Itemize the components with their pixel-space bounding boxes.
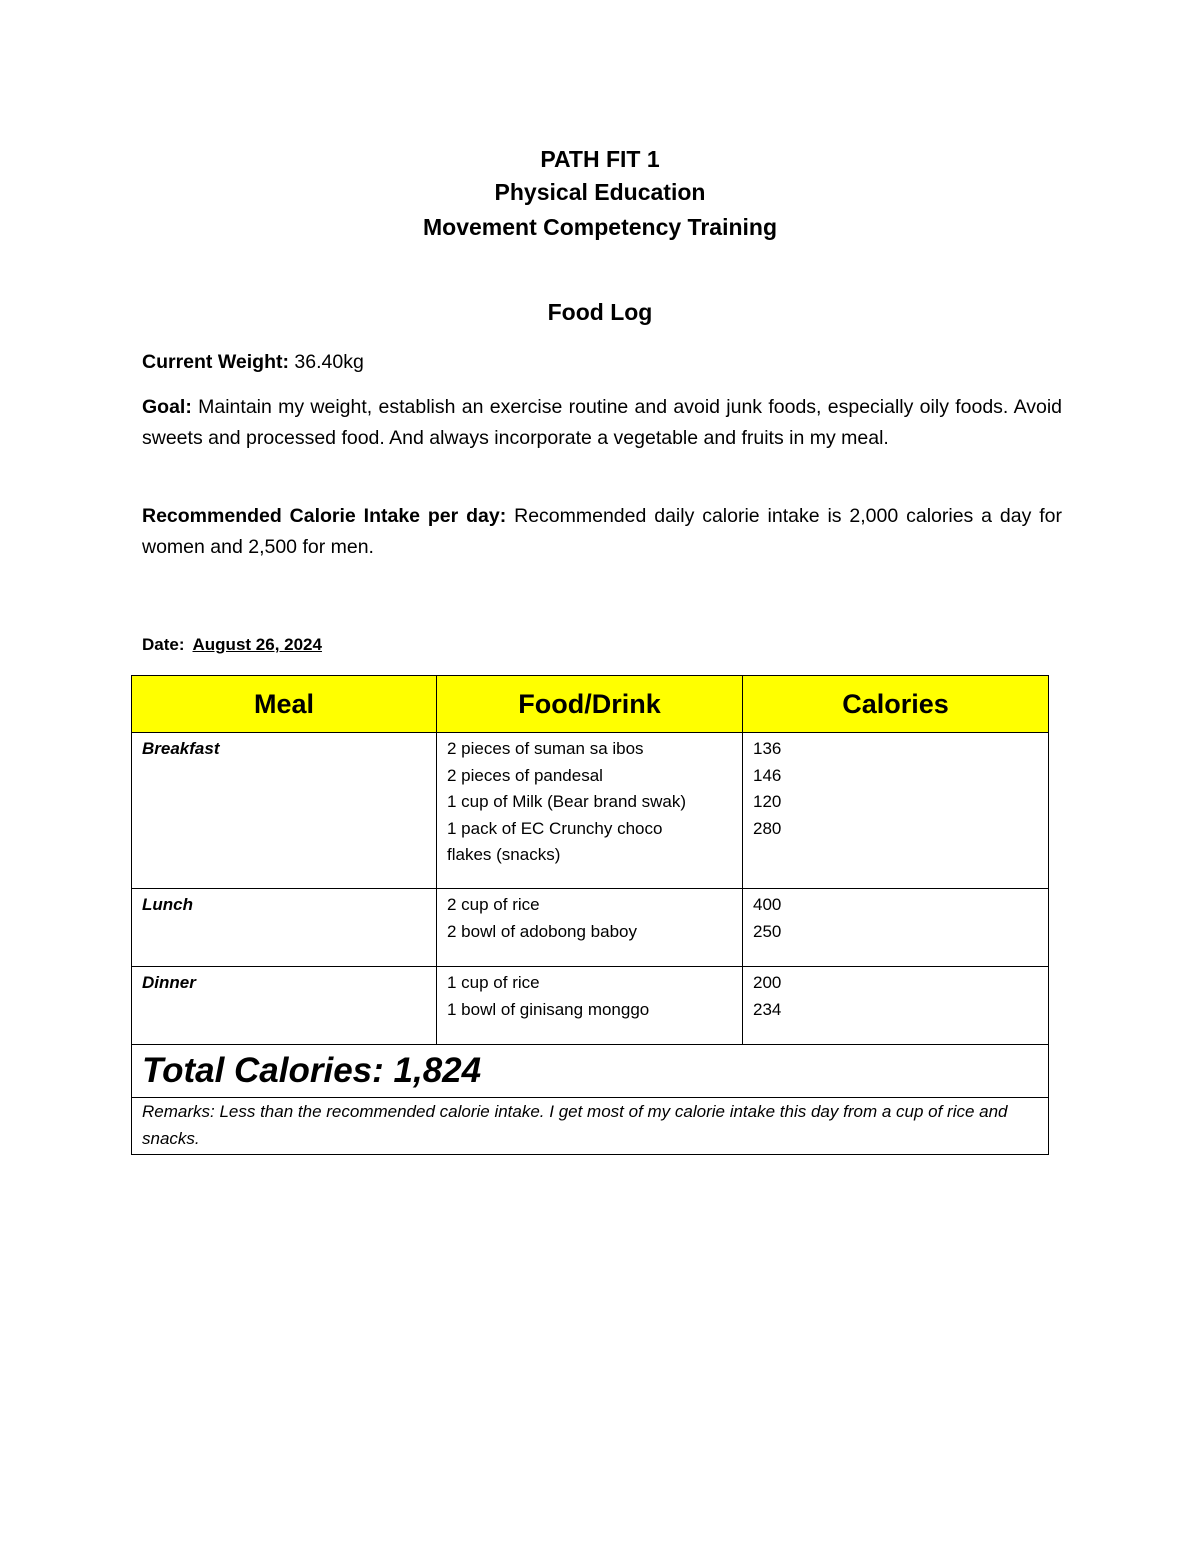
calories-cell bbox=[743, 733, 1049, 889]
food-item: 1 cup of rice bbox=[447, 973, 540, 992]
page-title: Food Log bbox=[547, 299, 653, 325]
calorie-value: 280 bbox=[753, 818, 782, 838]
table-row bbox=[132, 967, 1049, 1045]
food-item: 2 pieces of pandesal bbox=[447, 765, 603, 785]
header-calories: Calories bbox=[743, 676, 1049, 733]
meal-name: Lunch bbox=[142, 895, 193, 914]
course-title: PATH FIT 1 bbox=[540, 146, 660, 172]
food-item: 2 pieces of suman sa ibos bbox=[447, 739, 644, 758]
date-label: Date: bbox=[142, 635, 185, 654]
calorie-value: 200 bbox=[753, 973, 782, 992]
food-log-table bbox=[131, 675, 1049, 1155]
current-weight-label: Current Weight: bbox=[142, 351, 289, 373]
current-weight-value: 36.40kg bbox=[294, 351, 364, 373]
date-value: August 26, 2024 bbox=[192, 635, 322, 654]
remarks-row bbox=[132, 1098, 1049, 1155]
table-header-row bbox=[132, 676, 1049, 733]
calories-cell bbox=[743, 889, 1049, 967]
calorie-value: 120 bbox=[753, 792, 782, 811]
calories-cell bbox=[743, 967, 1049, 1045]
recommended-intake-paragraph bbox=[142, 501, 1062, 563]
recommended-text: Recommended daily calorie intake is 2,000 calories a day for women and 2,500 for men. bbox=[142, 505, 1062, 558]
calorie-value: 400 bbox=[753, 895, 782, 914]
food-cell bbox=[437, 733, 743, 889]
food-item: 2 bowl of adobong baboy bbox=[447, 921, 637, 941]
meal-name: Breakfast bbox=[142, 739, 220, 758]
food-item: 1 cup of Milk (Bear brand swak) bbox=[447, 792, 687, 811]
goal-label: Goal: bbox=[142, 396, 192, 418]
goal-text: Maintain my weight, establish an exercise routine and avoid junk foods, especially oily foods. Avoid sweets and processed food. And always incorporate a vegetable and fruits in my meal. bbox=[142, 396, 1062, 449]
food-cell bbox=[437, 889, 743, 967]
food-cell bbox=[437, 967, 743, 1045]
total-row bbox=[132, 1045, 1049, 1098]
meal-cell bbox=[132, 733, 437, 889]
calorie-value: 146 bbox=[753, 765, 782, 785]
meal-name: Dinner bbox=[142, 973, 196, 992]
log-date bbox=[142, 632, 322, 658]
table-row bbox=[132, 889, 1049, 967]
total-calories: Total Calories: 1,824 bbox=[132, 1045, 1049, 1098]
goal-paragraph bbox=[142, 392, 1062, 454]
header-meal: Meal bbox=[132, 676, 437, 733]
subject-title: Physical Education bbox=[494, 179, 706, 205]
calorie-value: 250 bbox=[753, 921, 782, 941]
header-food-drink: Food/Drink bbox=[437, 676, 743, 733]
calorie-value: 136 bbox=[753, 739, 782, 758]
food-item: 1 bowl of ginisang monggo bbox=[447, 999, 650, 1019]
current-weight bbox=[142, 347, 1062, 378]
recommended-label: Recommended Calorie Intake per day: bbox=[142, 505, 507, 527]
calorie-value: 234 bbox=[753, 999, 782, 1019]
remarks-text: Remarks: Less than the recommended calorie intake. I get most of my calorie intake this day from a cup of rice and snacks. bbox=[132, 1098, 1049, 1155]
table-row bbox=[132, 733, 1049, 889]
food-item: 1 pack of EC Crunchy choco flakes (snacks) bbox=[447, 818, 663, 864]
meal-cell bbox=[132, 889, 437, 967]
meal-cell bbox=[132, 967, 437, 1045]
module-title: Movement Competency Training bbox=[422, 214, 777, 240]
food-item: 2 cup of rice bbox=[447, 895, 540, 914]
